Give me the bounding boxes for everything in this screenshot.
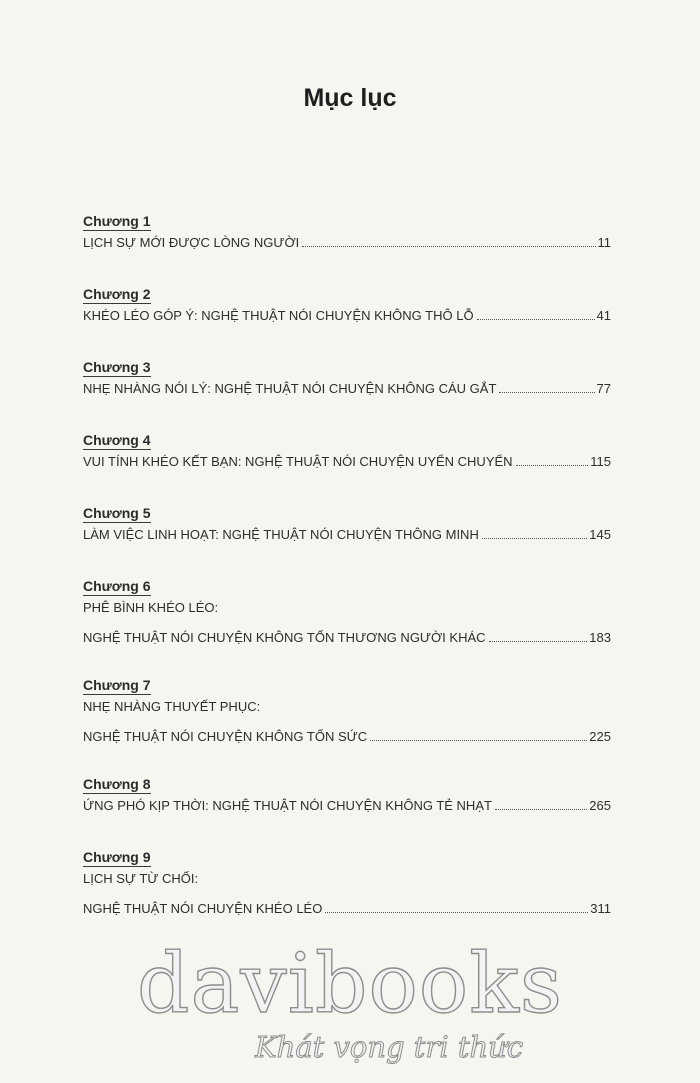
dot-leader xyxy=(516,465,589,466)
chapter-label: Chương 8 xyxy=(83,776,151,792)
chapter-title-line: VUI TÍNH KHÉO KẾT BẠN: NGHỆ THUẬT NÓI CHUYỆN UYỂN CHUYỂN xyxy=(83,454,513,469)
toc-entry xyxy=(83,775,611,816)
chapter-title-line: NGHỆ THUẬT NÓI CHUYỆN KHÉO LÉO xyxy=(83,901,323,916)
chapter-title-row xyxy=(83,525,611,545)
chapter-title-line: LÀM VIỆC LINH HOẠT: NGHỆ THUẬT NÓI CHUYỆN THÔNG MINH xyxy=(83,527,479,542)
toc-entry xyxy=(83,431,611,472)
page-number: 183 xyxy=(589,630,611,645)
chapter-label: Chương 5 xyxy=(83,505,151,521)
page-number: 41 xyxy=(596,308,611,323)
chapter-label: Chương 4 xyxy=(83,432,151,448)
page-number: 77 xyxy=(596,381,611,396)
toc-entry xyxy=(83,285,611,326)
chapter-title-row xyxy=(83,379,611,399)
chapter-title-line: NGHỆ THUẬT NÓI CHUYỆN KHÔNG TỐN SỨC xyxy=(83,729,368,744)
toc-entry xyxy=(83,504,611,545)
chapter-title-line: KHÉO LÉO GÓP Ý: NGHỆ THUẬT NÓI CHUYỆN KHÔNG THÔ LỖ xyxy=(83,308,474,323)
toc-entry xyxy=(83,848,611,919)
page-number: 225 xyxy=(589,729,611,744)
dot-leader xyxy=(325,912,588,913)
toc-entry xyxy=(83,212,611,253)
chapter-title-line: LỊCH SỰ MỚI ĐƯỢC LÒNG NGƯỜI xyxy=(83,235,300,250)
chapter-title-line: PHÊ BÌNH KHÉO LÉO: xyxy=(83,600,219,615)
chapter-label: Chương 2 xyxy=(83,286,151,302)
chapter-title-row xyxy=(83,628,611,648)
chapter-label: Chương 6 xyxy=(83,578,151,594)
table-of-contents xyxy=(83,212,611,947)
dot-leader xyxy=(302,246,595,247)
dot-leader xyxy=(495,809,587,810)
watermark xyxy=(0,937,700,1064)
chapter-label: Chương 7 xyxy=(83,677,151,693)
toc-entry xyxy=(83,676,611,747)
chapter-title-row xyxy=(83,233,611,253)
dot-leader xyxy=(499,392,594,393)
toc-entry xyxy=(83,577,611,648)
chapter-title-line: NHẸ NHÀNG THUYẾT PHỤC: xyxy=(83,699,261,714)
dot-leader xyxy=(489,641,588,642)
chapter-label: Chương 1 xyxy=(83,213,151,229)
dot-leader xyxy=(370,740,587,741)
page-title: Mục lục xyxy=(303,84,397,112)
watermark-tagline: Khát vọng tri thức xyxy=(255,1030,524,1064)
chapter-title-row xyxy=(83,306,611,326)
page-number: 311 xyxy=(590,901,611,916)
chapter-title-row xyxy=(83,796,611,816)
chapter-label: Chương 9 xyxy=(83,849,151,865)
page-number: 115 xyxy=(590,454,611,469)
chapter-title-line: NHẸ NHÀNG NÓI LÝ: NGHỆ THUẬT NÓI CHUYỆN KHÔNG CÁU GẮT xyxy=(83,381,497,396)
dot-leader xyxy=(477,319,595,320)
chapter-title-line: LỊCH SỰ TỪ CHỐI: xyxy=(83,871,199,886)
chapter-title-line: NGHỆ THUẬT NÓI CHUYỆN KHÔNG TỔN THƯƠNG NGƯỜI KHÁC xyxy=(83,630,486,645)
page-number: 265 xyxy=(589,798,611,813)
chapter-title-row xyxy=(83,899,611,919)
dot-leader xyxy=(482,538,587,539)
watermark-brand: davibooks xyxy=(137,937,563,1032)
chapter-title-row xyxy=(83,727,611,747)
toc-entry xyxy=(83,358,611,399)
page-number: 145 xyxy=(589,527,611,542)
chapter-title-row xyxy=(83,452,611,472)
chapter-label: Chương 3 xyxy=(83,359,151,375)
page-number: 11 xyxy=(597,235,611,250)
chapter-title-line: ỨNG PHÓ KỊP THỜI: NGHỆ THUẬT NÓI CHUYỆN KHÔNG TẺ NHẠT xyxy=(83,798,492,813)
